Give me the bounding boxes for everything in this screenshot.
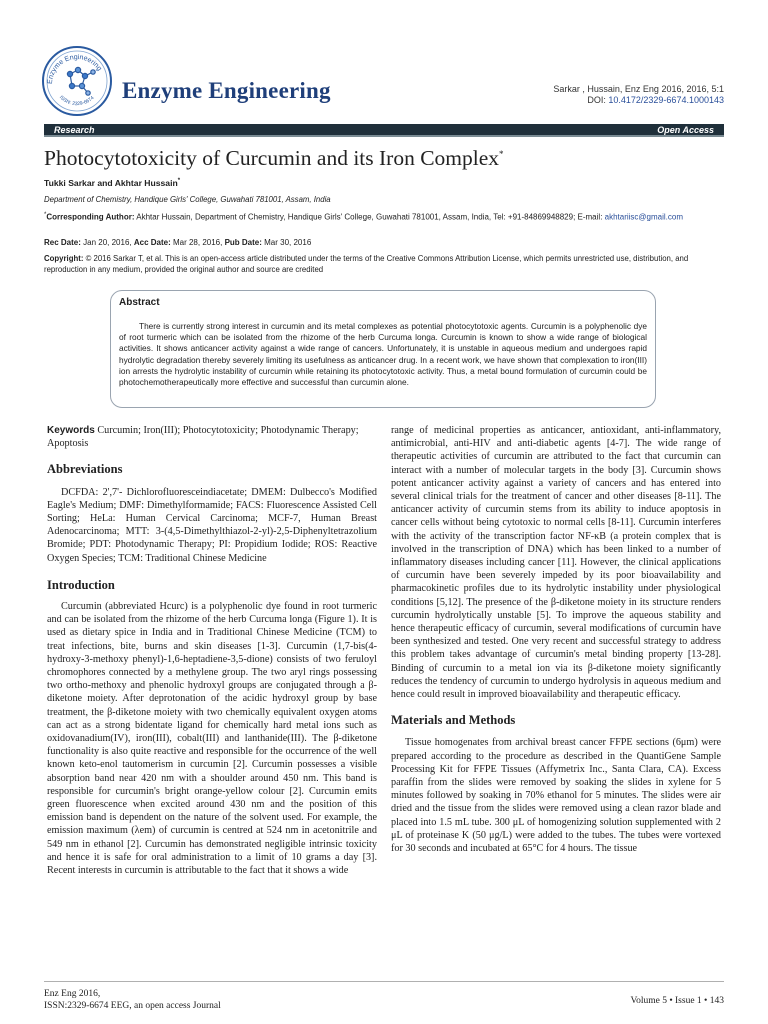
keywords-label: Keywords bbox=[47, 425, 95, 436]
introduction-text-right: range of medicinal properties as anticancer, antioxidant, anti-inflammatory, antimicrobial, anti-HIV and anti-diabetic agents [4-7]. The wide range of therapeutic activities of curcumin are attributed to the fact that curcumin can interact with a number of molecular targets in the body [3]. Curcumin shows potent anticancer activity against a variety of cancers and has entered into several clinical trials for the treatment of cancer and other diseases [8-11]. The anticancer activity of curcumin stems from its ability to induce apoptosis in cancer cells without being cytotoxic to normal cells [8-11]. Curcumin interferes with the activity of the transcription factor NF-κB (a protein complex that is involved in the transcription of DNA) which has been linked to a number of inflammatory diseases including cancer [11]. However, the clinical applications of curcumin have been severely impeded by its poor bioavailability and pharmacokinetic profiles due to its hydrolytic instability under physiological conditions [5,12]. The presence of the β-diketone moiety in its structure renders curcumin hydrolytically unstable [5]. To improve the aqueous stability and hence therapeutic efficacy of curcumin, several modifications of curcumin have been synthesized and tested. One very recent and successful strategy to address this problem takes advantage of curcumin's metal binding property [13-28]. Binding of curcumin to a metal ion via its β-diketone moiety significantly reduces the tendency of curcumin to undergo hydrolysis in aqueous medium and hence could result in improved bioavailability and therapeutic efficacy. bbox=[391, 425, 721, 701]
footer-journal-line: Enz Eng 2016, bbox=[44, 989, 101, 999]
corr-details: Akhtar Hussain, Department of Chemistry, Handique Girls' College, Guwahati 781001, Assam, India, Tel: +91-84869948829; E-mail: bbox=[134, 212, 605, 222]
footer-journal-info bbox=[44, 988, 221, 1012]
keywords-paragraph bbox=[47, 424, 377, 450]
dates-line bbox=[44, 238, 311, 247]
citation-line: Sarkar , Hussain, Enz Eng 2016, 2016, 5:1 bbox=[553, 84, 724, 94]
left-column bbox=[47, 424, 377, 877]
methods-heading: Materials and Methods bbox=[391, 713, 516, 728]
keywords-text: Curcumin; Iron(III); Photocytotoxicity; Photodynamic Therapy; Apoptosis bbox=[47, 425, 359, 450]
corr-label: Corresponding Author: bbox=[46, 212, 135, 222]
journal-name: Enzyme Engineering bbox=[122, 78, 331, 103]
doi-line bbox=[553, 95, 724, 106]
footer-issn-line: ISSN:2329-6674 EEG, an open access Journal bbox=[44, 1001, 221, 1011]
article-title bbox=[44, 146, 734, 171]
article-type-label: Research bbox=[54, 124, 95, 135]
corr-email-link[interactable]: akhtariisc@gmail.com bbox=[604, 212, 684, 222]
title-asterisk: * bbox=[499, 148, 504, 159]
footer-divider bbox=[44, 981, 724, 982]
doi-label: DOI: bbox=[587, 95, 609, 105]
journal-logo bbox=[40, 44, 114, 118]
footer-volume: Volume 5 • Issue 1 • 143 bbox=[630, 996, 724, 1006]
abstract-text: There is currently strong interest in curcumin and its metal complexes as potential photocytotoxic agents. Curcumin is a polyphenolic dye of root turmeric which can be isolated from the rhizome of the herb Curcuma longa. Curcumin is known to show a wide range of biological activities. It shows anticancer activity against a wide range of cancers. Unfortunately, it is unstable in aqueous medium and undergoes rapid hydrolytic degradation thereby severely limiting its usefulness as anticancer drug. In a recent work, we have shown that complexation to iron(III) ion arrests the hydrolytic instability of curcumin while retaining its photocytotoxic activity. Thus, a metal bound formulation of curcumin could be photochemotherapeutically more effective and successful than curcumin alone. bbox=[119, 321, 647, 388]
affiliation: Department of Chemistry, Handique Girls' College, Guwahati 781001, Assam, India bbox=[44, 195, 331, 204]
acc-label: Acc Date: bbox=[133, 238, 171, 247]
title-text: Photocytotoxicity of Curcumin and its Iron Complex bbox=[44, 146, 500, 170]
section-bar bbox=[44, 124, 724, 137]
svg-text:ISSN: 2329-6674: ISSN: 2329-6674 bbox=[58, 94, 96, 108]
abstract-heading: Abstract bbox=[119, 297, 160, 308]
copyright-notice bbox=[44, 253, 724, 275]
pub-date: Mar 30, 2016 bbox=[261, 238, 312, 247]
authors-line bbox=[44, 178, 180, 188]
svg-text:Enzyme Engineering: Enzyme Engineering bbox=[46, 53, 103, 85]
introduction-text-left: Curcumin (abbreviated Hcurc) is a polyphenolic dye found in root turmeric and can be isolated from the rhizome of the herb Curcuma longa (Figure 1). It is used as dietary spice in India and in Traditional Chinese Medicine (TCM) to treat infections, bite, burns and skin diseases [1-3]. Curcumin (1,7-bis(4-hydroxy-3-methoxy phenyl)-1,6-heptadiene-3,5-dione) consists of two feruloyl chromophores connected by a methylene group. The two aryl rings possessing two ortho-methoxy and phenolic hydroxyl groups are conjugated through a β-diketone moiety. After deprotonation of the acidic hydroxyl group by base treatment, the β-diketone moiety with two chemically equivalent oxygen atoms can act as a strong bidentate ligand for chemically hard metal ions such as oxidovanadium(IV), iron(III), cobalt(III) and lanthanide(III). The β-diketone functionality is also quite reactive and responsible for the occurrence of the well known keto-enol tautomerism in curcumin [2]. Curcumin possesses a visible absorption band near 420 nm with a shoulder around 450 nm. This band is responsible for curcumin's bright orange-yellow colour [2]. Curcumin emits green fluorescence when excited around 430 nm and the position of this emission band is dependent on the nature of the solvent used. For example, the emission maximum (λem) of curcumin is centred at 524 nm in acetonitrile and 549 nm in ethanol [2]. Curcumin has demonstrated negligible intrinsic toxicity and hence it is safe for oral administration to a limit of 10 grams a day [3]. Recent interests in curcumin is attributable to the fact that it shows a wide bbox=[47, 601, 377, 877]
open-access-label: Open Access bbox=[657, 124, 714, 135]
abbreviations-heading: Abbreviations bbox=[47, 462, 123, 477]
corresponding-author bbox=[44, 209, 720, 224]
right-column bbox=[391, 424, 721, 855]
methods-text: Tissue homogenates from archival breast cancer FFPE sections (6μm) were prepared according to the procedure as described in the QuantiGene Sample Processing Kit for FFPE Tissues (Affymetrix Inc., Santa Clara, CA). Excess paraffin from the slides were removed by soaking the slides in xylene for 5 minutes followed by soaking in 70% ethanol for 5 minutes. The slides were air dried and the tissue from the slides were removed using a clean razor blade and placed into 1.5 mL tube. 300 μL of homogenizing solution supplemented with 2 μL of proteinase K (50 μg/L) were added to the tubes. The tubes were vortexed for 30 seconds and incubated at 65°C for 4 hours. The tissue bbox=[391, 737, 721, 855]
rec-label: Rec Date: bbox=[44, 238, 81, 247]
introduction-heading: Introduction bbox=[47, 577, 115, 592]
copyright-text: © 2016 Sarkar T, et al. This is an open-access article distributed under the terms of the Creative Commons Attribution License, which permits unrestricted use, distribution, and reproduction in any medium, provided the original author and source are credited bbox=[44, 254, 689, 274]
abbreviations-text: DCFDA: 2',7'- Dichlorofluoresceindiacetate; DMEM: Dulbecco's Modified Eagle's Medium; DMF: Dimethylformamide; FACS: Fluorescence Assisted Cell Sorting; HeLa: Human Cervical Carcinoma; MCF-7, Human Breast Adenocarcinoma; MTT: 3-(4,5-Dimethylthiazol-2-yl)-2,5-Diphenyltetrazolium Bromide; PDT: Photodynamic Therapy; PI: Propidium Iodide; ROS: Reactive Oxygen Species; TCM: Traditional Chinese Medicine bbox=[47, 486, 377, 564]
acc-date: Mar 28, 2016, bbox=[170, 238, 225, 247]
author-asterisk: * bbox=[177, 178, 181, 185]
author-names: Tukki Sarkar and Akhtar Hussain bbox=[44, 178, 178, 188]
copyright-label: Copyright: bbox=[44, 254, 84, 263]
doi-link[interactable]: 10.4172/2329-6674.1000143 bbox=[608, 95, 724, 105]
abstract-box bbox=[110, 290, 656, 408]
rec-date: Jan 20, 2016, bbox=[80, 238, 134, 247]
pub-label: Pub Date: bbox=[224, 238, 262, 247]
citation-block bbox=[553, 84, 724, 106]
corr-asterisk: * bbox=[44, 212, 47, 218]
